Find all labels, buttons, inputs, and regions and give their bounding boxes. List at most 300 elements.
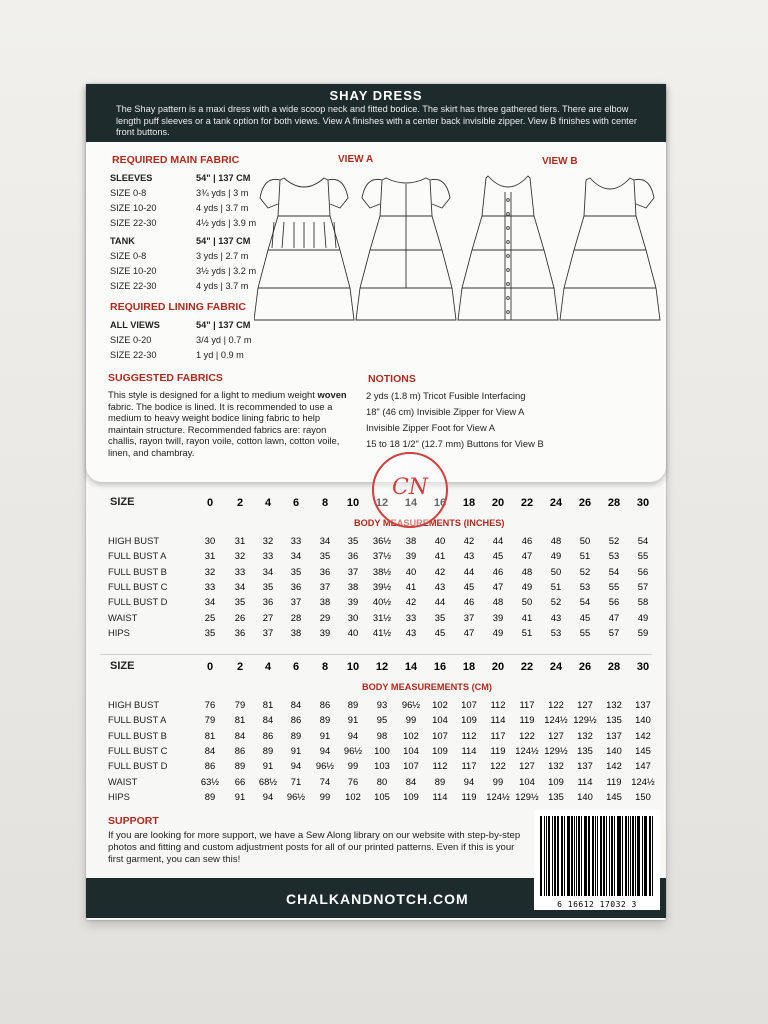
barcode-bar	[642, 816, 643, 896]
size-column-header: 24	[549, 661, 563, 673]
table-cell: 36	[319, 565, 331, 577]
table-cell: 38	[290, 626, 302, 638]
table-cell: 89	[262, 744, 274, 756]
measurement-label: FULL BUST C	[108, 580, 168, 592]
fabric-size-label: SIZE 0-20	[110, 335, 152, 345]
table-cell: 25	[204, 611, 216, 623]
size-header-inches: SIZE	[110, 496, 135, 508]
fabric-size-label: SIZE 22-30	[110, 218, 157, 228]
barcode-bar	[645, 816, 647, 896]
table-cell: 28	[290, 611, 302, 623]
table-cell: 49	[492, 626, 504, 638]
table-cell: 135	[577, 744, 593, 756]
website-url: CHALKANDNOTCH.COM	[286, 891, 469, 907]
table-cell: 37	[347, 565, 359, 577]
barcode-bar	[622, 816, 623, 896]
table-cell: 47	[463, 626, 475, 638]
table-cell: 74	[319, 775, 331, 787]
lining-width: 54" | 137 CM	[196, 320, 251, 330]
table-cell: 94	[347, 729, 359, 741]
table-cell: 89	[204, 790, 216, 802]
inches-table-title: BODY MEASUREMENTS (INCHES)	[354, 518, 505, 528]
table-cell: 31½	[372, 611, 392, 623]
table-cell: 45	[492, 550, 504, 562]
table-cell: 58	[637, 596, 649, 608]
barcode-bar	[561, 816, 562, 896]
measurement-label: FULL BUST D	[108, 596, 168, 608]
size-column-header: 8	[321, 497, 329, 509]
table-cell: 57	[637, 580, 649, 592]
table-cell: 37	[262, 626, 274, 638]
table-cell: 147	[635, 760, 651, 772]
table-cell: 39	[319, 626, 331, 638]
fabric-amount: 3/4 yd | 0.7 m	[196, 335, 252, 345]
table-cell: 49	[637, 611, 649, 623]
view-a-front-drawing	[254, 178, 354, 320]
table-cell: 119	[606, 775, 622, 787]
size-column-header: 14	[404, 497, 418, 509]
table-cell: 86	[290, 714, 302, 726]
fabric-size-label: SIZE 22-30	[110, 350, 157, 360]
barcode-bar	[606, 816, 607, 896]
table-cell: 33	[234, 565, 246, 577]
barcode-bar	[652, 816, 653, 896]
table-cell: 43	[405, 626, 417, 638]
table-cell: 142	[635, 729, 651, 741]
barcode-bar	[554, 816, 556, 896]
fabric-amount: 3½ yds | 3.2 m	[196, 266, 257, 276]
table-cell: 109	[548, 775, 564, 787]
table-cell: 98	[376, 729, 388, 741]
table-cell: 59	[637, 626, 649, 638]
table-cell: 129½	[573, 714, 597, 726]
table-cell: 104	[403, 744, 419, 756]
barcode-bar	[564, 816, 565, 896]
size-column-header: 12	[375, 497, 389, 509]
table-cell: 42	[405, 596, 417, 608]
table-cell: 51	[579, 550, 591, 562]
table-cell: 33	[290, 535, 302, 546]
size-column-header: 22	[520, 497, 534, 509]
barcode-bars	[540, 816, 654, 896]
fabric-size-label: SIZE 22-30	[110, 281, 157, 291]
measurement-label: FULL BUST D	[108, 760, 168, 772]
fabric-amount: 4½ yds | 3.9 m	[196, 218, 257, 228]
table-cell: 50	[550, 565, 562, 577]
table-cell: 42	[434, 565, 446, 577]
table-cell: 140	[635, 714, 651, 726]
barcode-bar	[625, 816, 627, 896]
table-cell: 35	[234, 596, 246, 608]
table-cell: 95	[376, 714, 388, 726]
table-cell: 129½	[515, 790, 539, 802]
table-cell: 127	[548, 729, 564, 741]
table-cell: 36	[234, 626, 246, 638]
table-cell: 91	[262, 760, 274, 772]
size-column-header: 18	[462, 497, 476, 509]
table-cell: 102	[432, 699, 448, 710]
table-cell: 44	[492, 535, 504, 546]
barcode-bar	[588, 816, 589, 896]
table-cell: 49	[550, 550, 562, 562]
table-cell: 80	[376, 775, 388, 787]
table-cell: 47	[521, 550, 533, 562]
measurement-label: WAIST	[108, 775, 138, 787]
table-cell: 119	[461, 790, 477, 802]
table-cell: 132	[606, 699, 622, 710]
table-cell: 41½	[372, 626, 392, 638]
table-cell: 86	[319, 699, 331, 710]
barcode-bar	[546, 816, 547, 896]
table-cell: 84	[262, 714, 274, 726]
table-cell: 102	[403, 729, 419, 741]
table-cell: 100	[374, 744, 390, 756]
barcode-bar	[571, 816, 573, 896]
table-cell: 53	[550, 626, 562, 638]
table-cell: 89	[290, 729, 302, 741]
size-column-header: 14	[404, 661, 418, 673]
table-cell: 37	[319, 580, 331, 592]
barcode-bar	[618, 816, 621, 896]
size-column-header: 6	[292, 497, 300, 509]
table-cell: 89	[434, 775, 446, 787]
barcode-bar	[628, 816, 629, 896]
barcode-bar	[644, 816, 645, 896]
table-cell: 52	[608, 535, 620, 546]
table-divider	[100, 654, 652, 655]
suggested-text-bold: woven	[317, 389, 347, 400]
table-cell: 39	[492, 611, 504, 623]
table-cell: 31	[204, 550, 216, 562]
table-cell: 89	[234, 760, 246, 772]
table-cell: 104	[432, 714, 448, 726]
pattern-title: SHAY DRESS	[329, 88, 423, 103]
size-column-header: 8	[321, 661, 329, 673]
table-cell: 46	[521, 535, 533, 546]
table-cell: 50	[579, 535, 591, 546]
table-cell: 46	[492, 565, 504, 577]
table-cell: 99	[347, 760, 359, 772]
table-cell: 109	[461, 714, 477, 726]
table-cell: 96½	[286, 790, 306, 802]
table-cell: 112	[490, 699, 506, 710]
table-cell: 102	[345, 790, 361, 802]
table-cell: 114	[577, 775, 593, 787]
table-cell: 36	[262, 596, 274, 608]
main-fabric-heading: REQUIRED MAIN FABRIC	[112, 154, 240, 166]
size-column-header: 22	[520, 661, 534, 673]
table-cell: 56	[608, 596, 620, 608]
table-cell: 66	[234, 775, 246, 787]
table-cell: 94	[463, 775, 475, 787]
table-cell: 105	[374, 790, 390, 802]
table-cell: 119	[519, 714, 535, 726]
measurement-label: HIGH BUST	[108, 535, 160, 546]
table-cell: 145	[606, 790, 622, 802]
table-cell: 68½	[258, 775, 278, 787]
table-cell: 140	[606, 744, 622, 756]
table-cell: 51	[550, 580, 562, 592]
barcode-bar	[584, 816, 587, 896]
table-cell: 112	[432, 760, 448, 772]
measurement-label: FULL BUST B	[108, 565, 167, 577]
size-column-header: 4	[264, 497, 272, 509]
table-cell: 47	[608, 611, 620, 623]
tank-label: TANK	[110, 236, 135, 246]
table-cell: 84	[290, 699, 302, 710]
table-cell: 37	[290, 596, 302, 608]
view-a-label: VIEW A	[338, 154, 374, 165]
table-cell: 84	[204, 744, 216, 756]
barcode-bar	[609, 816, 610, 896]
table-cell: 55	[608, 580, 620, 592]
measurement-label: HIPS	[108, 626, 130, 638]
table-cell: 39½	[372, 580, 392, 592]
table-cell: 94	[290, 760, 302, 772]
table-cell: 96½	[315, 760, 335, 772]
table-cell: 30	[204, 535, 216, 546]
table-cell: 96½	[343, 744, 363, 756]
table-cell: 99	[492, 775, 504, 787]
table-cell: 150	[635, 790, 651, 802]
table-cell: 40½	[372, 596, 392, 608]
table-cell: 26	[234, 611, 246, 623]
table-cell: 89	[319, 714, 331, 726]
table-cell: 46	[463, 596, 475, 608]
table-cell: 27	[262, 611, 274, 623]
size-column-header: 30	[636, 497, 650, 509]
lining-fabric-heading: REQUIRED LINING FABRIC	[110, 301, 246, 313]
table-cell: 40	[434, 535, 446, 546]
title-banner	[86, 84, 666, 142]
table-cell: 107	[461, 699, 477, 710]
table-cell: 54	[608, 565, 620, 577]
table-cell: 132	[548, 760, 564, 772]
barcode-bar	[544, 816, 545, 896]
notion-item: 2 yds (1.8 m) Tricot Fusible Interfacing	[366, 390, 526, 401]
dress-illustrations	[254, 170, 664, 330]
barcode-bar	[592, 816, 594, 896]
pattern-description: The Shay pattern is a maxi dress with a wide scoop neck and fitted bodice. The skirt has three gathered tiers. There are elbow length puff sleeves or a tank option for both views. View A finishes with a center back invisible zipper. View B finishes with center front buttons.	[116, 104, 637, 137]
suggested-fabrics-text	[108, 389, 353, 459]
size-column-header: 26	[578, 661, 592, 673]
table-cell: 114	[461, 744, 477, 756]
table-cell: 127	[519, 760, 535, 772]
suggested-fabrics-heading: SUGGESTED FABRICS	[108, 372, 223, 384]
barcode-bar	[600, 816, 602, 896]
table-cell: 103	[374, 760, 390, 772]
table-cell: 41	[521, 611, 533, 623]
table-cell: 140	[577, 790, 593, 802]
size-column-header: 4	[264, 661, 272, 673]
table-cell: 34	[290, 550, 302, 562]
fabric-size-label: SIZE 10-20	[110, 266, 157, 276]
table-cell: 79	[234, 699, 246, 710]
table-cell: 122	[519, 729, 535, 741]
table-cell: 32	[204, 565, 216, 577]
table-cell: 124½	[631, 775, 655, 787]
table-cell: 35	[347, 535, 359, 546]
table-cell: 63½	[200, 775, 220, 787]
table-cell: 41	[434, 550, 446, 562]
table-cell: 124½	[515, 744, 539, 756]
table-cell: 117	[519, 699, 535, 710]
size-column-header: 30	[636, 661, 650, 673]
size-column-header: 2	[236, 497, 244, 509]
table-cell: 86	[204, 760, 216, 772]
table-cell: 99	[319, 790, 331, 802]
table-cell: 107	[432, 729, 448, 741]
barcode-bar	[614, 816, 615, 896]
suggested-text-before: This style is designed for a light to medium weight	[108, 389, 318, 400]
table-cell: 91	[290, 744, 302, 756]
table-cell: 114	[432, 790, 448, 802]
table-cell: 127	[577, 699, 593, 710]
table-cell: 39	[405, 550, 417, 562]
table-cell: 43	[434, 580, 446, 592]
table-cell: 38	[319, 596, 331, 608]
barcode-bar	[597, 816, 598, 896]
table-cell: 135	[548, 790, 564, 802]
barcode-bar	[635, 816, 636, 896]
size-column-header: 6	[292, 661, 300, 673]
envelope-flap	[86, 84, 666, 482]
table-cell: 32	[234, 550, 246, 562]
table-cell: 107	[403, 760, 419, 772]
table-cell: 41	[405, 580, 417, 592]
fabric-size-label: SIZE 10-20	[110, 203, 157, 213]
table-cell: 91	[234, 790, 246, 802]
table-cell: 43	[550, 611, 562, 623]
size-column-header: 26	[578, 497, 592, 509]
table-cell: 38	[347, 580, 359, 592]
table-cell: 48	[550, 535, 562, 546]
table-cell: 145	[635, 744, 651, 756]
table-cell: 47	[492, 580, 504, 592]
table-cell: 117	[461, 760, 477, 772]
table-cell: 52	[579, 565, 591, 577]
table-cell: 33	[204, 580, 216, 592]
table-cell: 35	[319, 550, 331, 562]
barcode-bar	[649, 816, 651, 896]
notion-item: 18" (46 cm) Invisible Zipper for View A	[366, 406, 525, 417]
size-column-header: 20	[491, 497, 505, 509]
table-cell: 51	[521, 626, 533, 638]
table-cell: 48	[492, 596, 504, 608]
table-cell: 30	[347, 611, 359, 623]
table-cell: 36	[347, 550, 359, 562]
table-cell: 35	[434, 611, 446, 623]
table-cell: 49	[521, 580, 533, 592]
table-cell: 53	[579, 580, 591, 592]
size-column-header: 16	[433, 497, 447, 509]
table-cell: 91	[319, 729, 331, 741]
table-cell: 55	[637, 550, 649, 562]
table-cell: 44	[463, 565, 475, 577]
fabric-amount: 4 yds | 3.7 m	[196, 203, 249, 213]
measurement-label: HIPS	[108, 790, 130, 802]
table-cell: 94	[262, 790, 274, 802]
barcode-bar	[578, 816, 580, 896]
size-column-header: 0	[206, 497, 214, 509]
table-cell: 104	[519, 775, 535, 787]
table-cell: 119	[490, 744, 506, 756]
table-cell: 45	[434, 626, 446, 638]
table-cell: 34	[319, 535, 331, 546]
size-column-header: 0	[206, 661, 214, 673]
fabric-amount: 3 yds | 2.7 m	[196, 251, 249, 261]
table-cell: 36	[290, 580, 302, 592]
table-cell: 81	[204, 729, 216, 741]
fabric-amount: 1 yd | 0.9 m	[196, 350, 244, 360]
table-cell: 31	[234, 535, 246, 546]
view-b-label: VIEW B	[542, 156, 578, 167]
table-cell: 94	[319, 744, 331, 756]
table-cell: 86	[262, 729, 274, 741]
table-cell: 93	[376, 699, 388, 710]
sleeves-label: SLEEVES	[110, 173, 153, 183]
size-header-cm: SIZE	[110, 660, 135, 672]
table-cell: 84	[405, 775, 417, 787]
table-cell: 37	[463, 611, 475, 623]
table-cell: 53	[608, 550, 620, 562]
barcode-bar	[574, 816, 575, 896]
barcode-bar	[603, 816, 606, 896]
size-column-header: 28	[607, 661, 621, 673]
table-cell: 89	[347, 699, 359, 710]
table-cell: 129½	[544, 744, 568, 756]
barcode-bar	[548, 816, 551, 896]
table-cell: 57	[608, 626, 620, 638]
table-cell: 48	[521, 565, 533, 577]
table-cell: 96½	[401, 699, 421, 710]
table-cell: 137	[577, 760, 593, 772]
fabric-size-label: SIZE 0-8	[110, 188, 147, 198]
barcode-bar	[557, 816, 559, 896]
table-cell: 54	[637, 535, 649, 546]
measurement-label: FULL BUST A	[108, 714, 167, 726]
table-cell: 32	[262, 535, 274, 546]
barcode-bar	[632, 816, 634, 896]
measurement-label: FULL BUST A	[108, 550, 167, 562]
table-cell: 35	[290, 565, 302, 577]
table-cell: 76	[204, 699, 216, 710]
notion-item: 15 to 18 1/2" (12.7 mm) Buttons for View B	[366, 438, 544, 449]
view-a-back-drawing	[356, 178, 456, 320]
size-column-header: 18	[462, 661, 476, 673]
table-cell: 79	[204, 714, 216, 726]
table-cell: 52	[550, 596, 562, 608]
table-cell: 45	[579, 611, 591, 623]
chalk-and-notch-logo-stamp: CN	[372, 452, 448, 528]
table-cell: 43	[463, 550, 475, 562]
table-cell: 38½	[372, 565, 392, 577]
view-b-back-drawing	[560, 178, 660, 320]
table-cell: 84	[234, 729, 246, 741]
sleeves-width: 54" | 137 CM	[196, 173, 251, 183]
notions-heading: NOTIONS	[368, 373, 416, 385]
barcode-bar	[617, 816, 618, 896]
measurement-label: HIGH BUST	[108, 699, 160, 710]
table-cell: 44	[434, 596, 446, 608]
table-cell: 40	[405, 565, 417, 577]
size-column-header: 24	[549, 497, 563, 509]
table-cell: 142	[606, 760, 622, 772]
barcode	[534, 810, 660, 910]
table-cell: 56	[637, 565, 649, 577]
table-cell: 81	[262, 699, 274, 710]
table-cell: 109	[403, 790, 419, 802]
